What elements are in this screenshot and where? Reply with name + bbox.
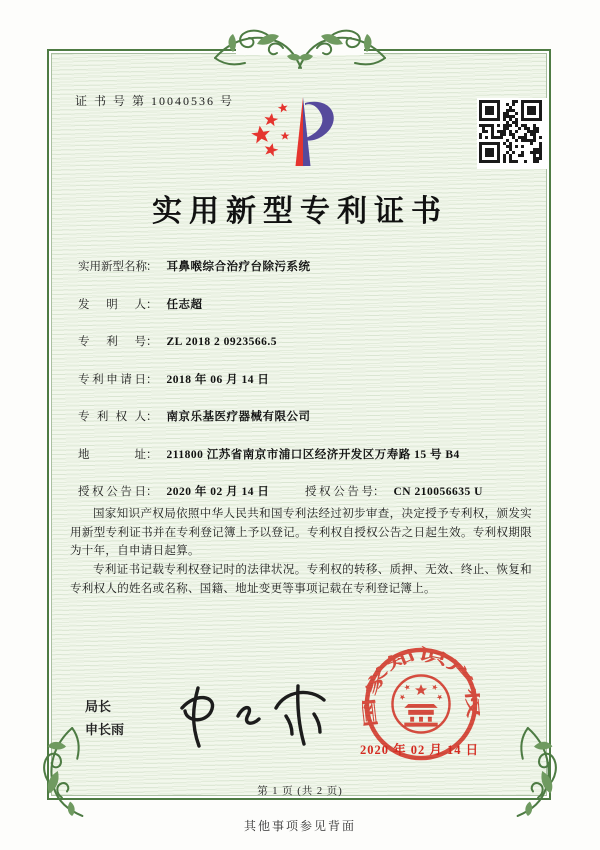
field-value: CN 210056635 U	[393, 486, 483, 498]
field-value: 任志超	[166, 299, 203, 311]
legal-paragraph-1: 国家知识产权局依照中华人民共和国专利法经过初步审查，决定授予专利权，颁发实用新型专利证书并在专利登记簿上予以登记。专利权自授权公告之日起生效。专利权期限为十年，自申请日起算。	[70, 508, 532, 558]
field-colon: ：	[146, 449, 158, 461]
back-note: 其他事项参见背面	[243, 819, 356, 833]
field-colon: ：	[146, 486, 158, 498]
cnipa-patent-logo-icon	[240, 92, 345, 180]
field-colon: ：	[146, 374, 158, 386]
field-colon: ：	[146, 336, 158, 348]
field-row-patent-no	[78, 333, 528, 349]
legal-paragraph-2: 专利证书记载专利权登记时的法律状况。专利权的转移、质押、无效、终止、恢复和专利权人的姓名或名称、国籍、地址变更等事项记载在专利登记簿上。	[70, 564, 532, 595]
field-value: 211800 江苏省南京市浦口区经济开发区万寿路 15 号 B4	[166, 449, 460, 461]
seal-text: 国家知识产权局	[362, 645, 480, 729]
field-value: 2020 年 02 月 14 日	[166, 486, 270, 498]
field-value: ZL 2018 2 0923566.5	[166, 336, 277, 348]
field-row-patentee	[78, 408, 528, 424]
director-block	[85, 695, 124, 741]
field-label: 授权公告号	[305, 486, 373, 498]
field-label: 授权公告日	[78, 486, 146, 498]
page-indicator: 第 1 页 (共 2 页)	[257, 786, 343, 797]
field-colon: ：	[373, 486, 385, 498]
field-colon: ：	[146, 261, 158, 273]
field-value: 耳鼻喉综合治疗台除污系统	[166, 261, 311, 273]
field-row-filing-date	[78, 371, 528, 387]
field-label: 地址	[78, 449, 146, 461]
director-signature	[168, 676, 343, 754]
legal-text	[70, 505, 532, 599]
border-gap	[236, 45, 364, 55]
certificate-title: 实用新型专利证书	[152, 195, 448, 228]
field-grant-no	[305, 483, 483, 499]
qr-code	[477, 98, 548, 169]
field-colon: ：	[146, 411, 158, 423]
certificate-number: 证 书 号 第 10040536 号	[75, 94, 235, 108]
field-row-address	[78, 446, 528, 462]
field-row-inventor	[78, 296, 528, 312]
field-label: 专利权人	[78, 411, 146, 423]
seal-date: 2020 年 02 月 14 日	[360, 743, 480, 757]
field-label: 发明人	[78, 299, 146, 311]
field-row-grant	[78, 483, 528, 499]
field-label: 专利号	[78, 336, 146, 348]
field-value: 2018 年 06 月 14 日	[166, 374, 270, 386]
field-row-name	[78, 258, 528, 274]
field-value: 南京乐基医疗器械有限公司	[166, 411, 311, 423]
director-title: 局长	[85, 699, 112, 714]
field-colon: ：	[146, 299, 158, 311]
national-emblem-icon	[392, 675, 449, 732]
field-label: 实用新型名称	[78, 261, 147, 273]
field-label: 专利申请日	[78, 374, 146, 386]
director-name: 申长雨	[85, 722, 125, 737]
